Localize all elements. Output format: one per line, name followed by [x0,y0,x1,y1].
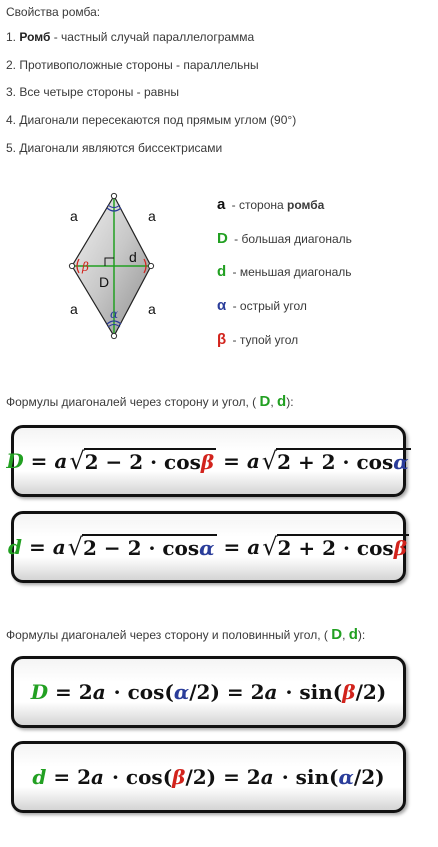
formula-angle: α [393,450,409,474]
big-diagonal-label: D [99,274,110,290]
formula-angle: β [393,536,407,560]
legend-big-diagonal [217,230,352,247]
formula-half: /2) [355,680,387,704]
formula-eq: = 2 [48,680,93,704]
beta-label: β [82,260,89,274]
legend-text: - большая диагональ [230,232,352,246]
sqrt-icon: √ [67,533,83,561]
property-text: Диагонали пересекаются под прямым углом (90°) [19,113,297,127]
formula-eq: = [23,449,55,473]
small-diagonal-label: d [129,249,137,265]
formula-a: a [91,765,104,789]
legend-text: - меньшая диагональ [229,265,352,279]
property-text: Все четыре стороны - равны [19,85,179,99]
formula-func: · cos( [111,765,173,789]
formula-a: a [54,449,68,473]
legend-text: - сторона [228,198,288,212]
legend-symbol: α [217,297,227,314]
alpha-label: α [110,307,119,321]
property-number: 4. [6,113,17,127]
legend-acute-angle [217,297,307,314]
vertex-left [69,263,74,268]
radicand-text: 2 + 2 · cos [277,536,394,560]
vertex-bottom [111,333,116,338]
sqrt-icon: √ [262,533,278,561]
radicand-text: 2 − 2 · cos [82,536,200,560]
formula-box-3 [11,656,406,728]
vertex-top [111,193,116,198]
formula-eq: = [216,449,247,473]
formula-box-1 [6,425,409,497]
side-label-bottom-right: a [148,301,156,317]
side-label-top-left: a [70,208,78,224]
formula-2 [8,514,407,580]
legend-symbol: D [217,230,228,247]
property-number: 3. [6,85,17,99]
heading-end: ): [286,395,294,409]
property-4 [6,113,296,127]
formula-lhs: d [32,765,47,789]
property-text: Противоположные стороны - параллельны [19,58,259,72]
radicand-text: 2 − 2 · cos [84,450,201,474]
formula-eq: = 2 [46,765,92,789]
formula-angle: α [199,536,215,560]
vertex-right [148,263,153,268]
formula-eq: = [216,535,248,559]
property-3 [6,85,179,99]
property-1 [6,30,254,44]
property-5 [6,141,222,155]
formula-angle: β [342,680,356,704]
heading-text: Формулы диагоналей через сторону и половинный угол, ( [6,628,328,642]
heading-d: d [348,626,358,643]
property-bold: Ромб [19,30,51,44]
formula-box-2 [8,511,407,583]
formula-a: a [246,449,260,473]
formula-4 [14,744,403,810]
heading-text: Формулы диагоналей через сторону и угол, ( [6,395,257,409]
formula-half: /2) = 2 [185,765,261,789]
formula-a: a [52,535,66,559]
legend-side [217,196,324,213]
formula-angle: α [338,765,354,789]
legend-bold-text: ромба [287,198,325,212]
formula-lhs: D [30,680,49,704]
heading-sep: , [342,628,346,642]
heading-D: D [259,393,271,410]
section2-heading [6,626,365,643]
formula-box-4 [11,741,406,813]
formula-3 [14,659,403,725]
legend-text: - тупой угол [229,333,299,347]
radicand [82,534,217,560]
formula-angle: β [200,450,215,474]
section1-heading [6,393,294,410]
legend-symbol: d [217,263,227,280]
formula-a: a [264,680,278,704]
formula-a: a [260,765,274,789]
formula-lhs: D [6,449,24,473]
formula-func: · sin( [281,765,339,789]
formula-1 [6,428,409,494]
radicand-text: 2 + 2 · cos [277,450,394,474]
side-label-top-right: a [148,208,156,224]
sqrt-icon: √ [69,447,85,475]
radicand [277,534,409,560]
property-number: 5. [6,141,17,155]
radicand [84,448,216,474]
formula-func: · sin( [285,680,343,704]
legend-obtuse-angle [217,331,298,348]
property-number: 1. [6,30,17,44]
formula-angle: β [172,765,186,789]
formula-func: · cos( [113,680,174,704]
formula-a: a [92,680,106,704]
page-title: Свойства ромба: [6,5,101,19]
radicand [276,448,411,474]
heading-d: d [277,393,287,410]
formula-half: /2) = 2 [189,680,265,704]
legend-text: - острый угол [229,299,307,313]
formula-eq: = [22,535,53,559]
heading-end: ): [357,628,366,642]
formula-lhs: d [8,535,23,559]
formula-half: /2) [353,765,385,789]
heading-sep: , [270,395,274,409]
rhombus-diagram [55,188,175,344]
property-2 [6,58,259,72]
legend-small-diagonal [217,263,352,280]
legend-symbol: a [217,196,226,213]
sqrt-icon: √ [261,447,278,475]
property-number: 2. [6,58,17,72]
property-text: - частный случай параллелограмма [50,30,255,44]
legend-symbol: β [217,331,227,348]
side-label-bottom-left: a [70,301,78,317]
formula-angle: α [173,680,190,704]
heading-D: D [331,626,343,643]
property-text: Диагонали являются биссектрисами [19,141,223,155]
formula-a: a [247,535,261,559]
